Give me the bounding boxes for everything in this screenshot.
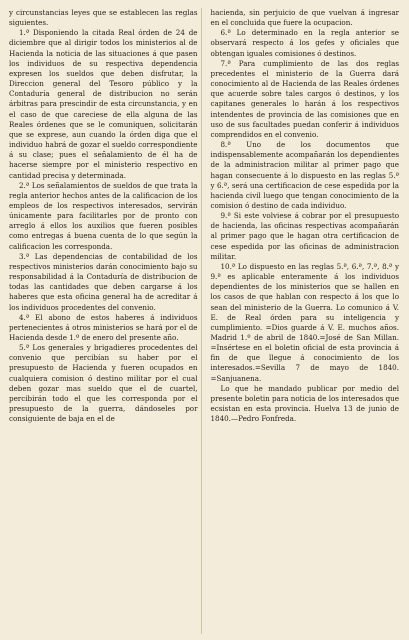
paragraph-rule-10: 10.ª Lo dispuesto en las reglas 5.ª, 6.ª, 7.ª, 8.ª y 9.ª es aplicable enteramente á los individuos dependientes de los ministerios que se hallen en los casos de que hablan con respecto á los que lo sean del ministerio de la Guerra. Lo comunico á V. E. de Real órden para su inteligencia y cumplimiento. =Dios guarde á V. E. muchos años. Madrid 1.º de abril de 1840.=José de San Millan. =Insértese en el boletin oficial de esta provincia á fin de que llegue á conocimiento de los interesados.=Sevilla 7 de mayo de 1840. =Sanjuanena. [210,261,399,383]
paragraph-rule-4: 4.ª El abono de estos haberes á individuos pertenecientes á otros ministerios se hará por el de Hacienda desde 1.º de enero del presente año. [9,312,198,342]
paragraph-rule-2: 2.ª Los señalamientos de sueldos de que trata la regla anterior hechos antes de la calificacion de los empleos de los respectivos interesados, servirán únicamente para facilitarles por de pronto con arreglo á ellos los auxilios que fueren posibles como entregas á buena cuenta de lo que según la calificacion les corresponda. [9,180,198,251]
paragraph-rule-3: 3.ª Las dependencias de contabilidad de los respectivos ministerios darán conocimiento bajo su responsabilidad á la Contaduría de distribucion de todas las cantidades que deben cargarse á los haberes que esta oficina general ha de acreditar á los individuos procedentes del convenio. [9,251,198,312]
paragraph-rule-8: 8.ª Uno de los documentos que indispensablemente acompañarán los dependientes de la administracion militar al primer pago que hagan consecuente á lo dispuesto en las reglas 5.ª y 6.ª, será una certificacion de cese espedida por la hacienda civil luego que tengan conocimiento de la comision ó destino de cada individuo. [210,140,399,210]
paragraph-intro: y circunstancias leyes que se establecen las reglas siguientes. [9,8,198,28]
paragraph-continuation: hacienda, sin perjuicio de que vuelvan á ingresar en el concluida que fuere la ocupacion. [210,8,399,28]
paragraph-rule-7: 7.ª Para cumplimiento de las dos reglas precedentes el ministerio de la Guerra dará conocimiento al de Hacienda de las Reales órdenes que acuerde sobre tales cargos ó destinos, y los capitanes generales lo harán á los respectivos intendentes de provincia de las comisiones que en uso de sus facultades puedan conferir á individuos comprendidos en el convenio. [210,58,399,139]
left-column [9,8,202,634]
right-column [208,8,400,634]
paragraph-rule-9: 9.ª Si este volviese á cobrar por el presupuesto de hacienda, las oficinas respectivas acompañarán al primer pago que le hagan otra certificacion de cese espedida por las oficinas de administracion militar. [210,211,399,261]
paragraph-rule-1: 1.ª Disponiendo la citada Real órden de 24 de diciembre que al dirigir todos los ministerios al de Hacienda la noticia de las situaciones á que pasen los individuos de su respectiva dependencia expresen los sueldos que deben disfrutar, la Direccion general del Tesoro público y la Contaduría general de distribucion no serán árbitras para prescindir de esta circunstancia, y en el caso de que careciese de ella alguna de las Reales órdenes que se le comuniquen, solicitarán que se exprese, aun cuando la órden diga que el individuo habrá de gozar el sueldo correspondiente á su clase; pues el señalamiento de él ha de hacerse siempre por el ministerio respectivo en cantidad precisa y determinada. [9,28,198,180]
paragraph-closing: Lo que he mandado publicar por medio del presente boletin para noticia de los interesados que ecsistan en esta provincia. Huelva 13 de junio de 1840.—Pedro Fonfreda. [210,383,399,424]
paragraph-rule-6: 6.ª Lo determinado en la regla anterior se observará respecto á los gefes y oficiales que obtengan iguales comisiones ó destinos. [210,28,399,58]
paragraph-rule-5: 5.ª Los generales y brigadieres procedentes del convenio que percibían su haber por el presupuesto de Hacienda y fueren ocupados en cualquiera comision ó destino militar por el cual deben gozar mas sueldo que el de cuartel, percibirán todo el que les corresponda por el presupuesto de la guerra, dándoseles por consiguiente de baja en el de [9,343,198,424]
